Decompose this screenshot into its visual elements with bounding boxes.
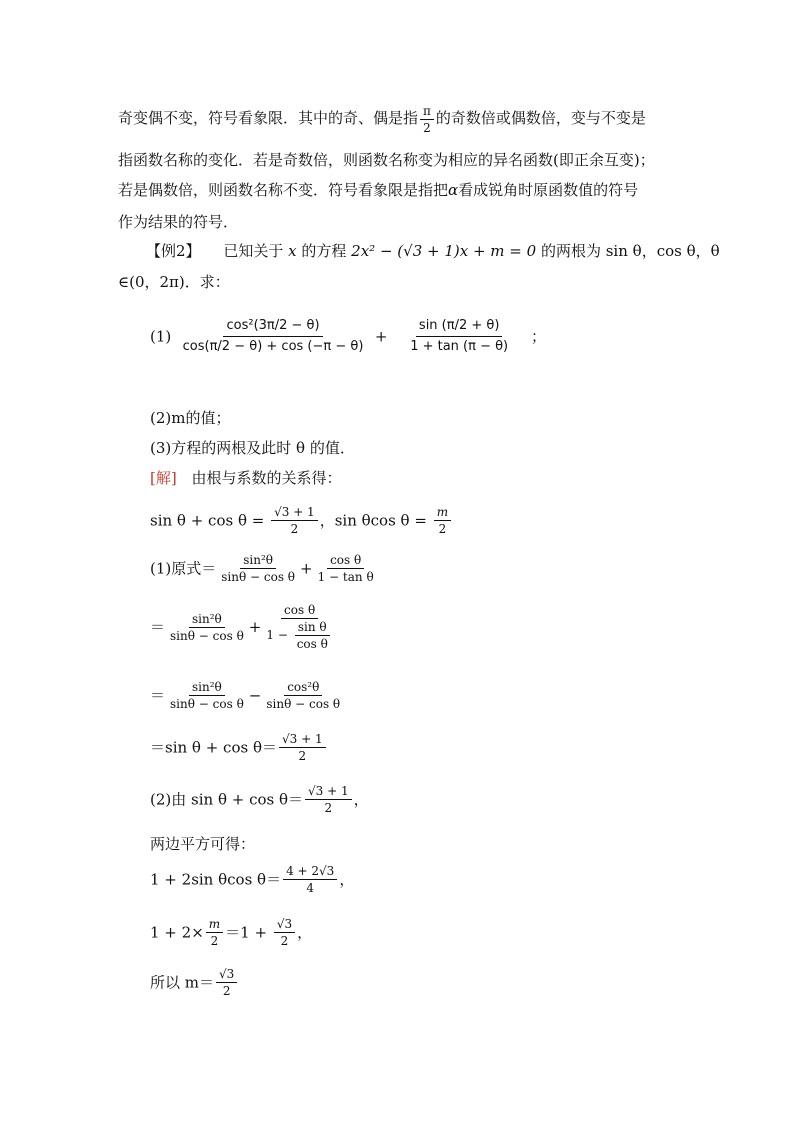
question-3: (3)方程的两根及此时 θ 的值．	[150, 439, 355, 457]
q1-fraction-2: $\frac{\sin (\pi/2 + \theta)}{1 + \tan (\pi - \theta)}$	[410, 318, 509, 354]
part-2: (2)由 sin θ + cos θ＝ $\frac{√3 + 1}{2}$ ，	[150, 784, 369, 815]
question-1: (1) $\frac{\text{cos²(3π/2 − θ)}}{\cos(\pi/2 - \theta) + \cos (-\pi - \theta)}$ + $\frac{\sin (\pi/2 + \theta)}{1 + \tan (\pi - \theta)}$ ；	[150, 318, 546, 354]
step-2: ＝ $\frac{\text{sin²θ}}{\text{sinθ − cos θ}}$ + cos θ 1 − $\frac{\text{sin θ}}{\text{cos θ}}$	[150, 603, 328, 651]
question-2: (2)m的值；	[150, 409, 231, 427]
step-4: ＝sin θ + cos θ＝ $\frac{√3 + 1}{2}$	[150, 732, 328, 763]
q1-fraction-1: $\frac{\text{cos²(3π/2 − θ)}}{\cos(\pi/2 - \theta) + \cos (-\pi - \theta)}$	[182, 318, 364, 354]
intro-line-2: 指函数名称的变化．若是奇数倍，则函数名称变为相应的异名函数(即正余互变)；	[118, 151, 655, 169]
vieta-relations: sin θ + cos θ = $\frac{√3 + 1}{2}$ ，sin θcos θ = $\frac{m}{2}$	[150, 505, 453, 536]
solution-tag: [解]	[150, 469, 177, 487]
solution-intro: [解] 由根与系数的关系得：	[150, 469, 342, 487]
square-step-2: 1 + 2× $\frac{m}{2}$ ＝1 + $\frac{√3}{2}$ ，	[150, 917, 313, 948]
pi-over-2: $\frac{\pi}{2}$	[420, 104, 434, 135]
final-result: 所以 m＝ $\frac{√3}{2}$	[150, 967, 239, 998]
square-both-sides: 两边平方可得：	[150, 835, 256, 853]
example-heading: 【例2】 已知关于 x 的方程 2x² − (√3 + 1)x + m = 0 的两根为 sin θ，cos θ，θ	[146, 242, 720, 260]
example-domain: ∈(0，2π)．求：	[118, 273, 230, 291]
intro-line-3: 若是偶数倍，则函数名称不变．符号看象限是指把α看成锐角时原函数值的符号	[118, 181, 639, 199]
step-3: ＝ $\frac{\text{sin²θ}}{\text{sinθ − cos θ}}$ − $\frac{\text{cos²θ}}{\text{sinθ − cos θ}}$	[150, 680, 341, 711]
example-label: 【例2】	[146, 242, 201, 260]
quadratic-equation: 2x² − (√3 + 1)x + m = 0	[351, 242, 537, 260]
intro-line-4: 作为结果的符号．	[118, 213, 239, 231]
step-1: (1)原式＝ $\frac{\text{sin²θ}}{\text{sinθ − cos θ}}$ + $\frac{\text{cos θ}}{\text{1 − tan θ}}$	[150, 553, 374, 584]
intro-line-1: 奇变偶不变，符号看象限．其中的奇、偶是指 $\frac{\pi}{2}$ 的奇数倍或偶数倍，变与不变是	[118, 103, 646, 135]
square-step-1: 1 + 2sin θcos θ＝ $\frac{4 + 2√3}{4}$ ，	[150, 864, 355, 895]
